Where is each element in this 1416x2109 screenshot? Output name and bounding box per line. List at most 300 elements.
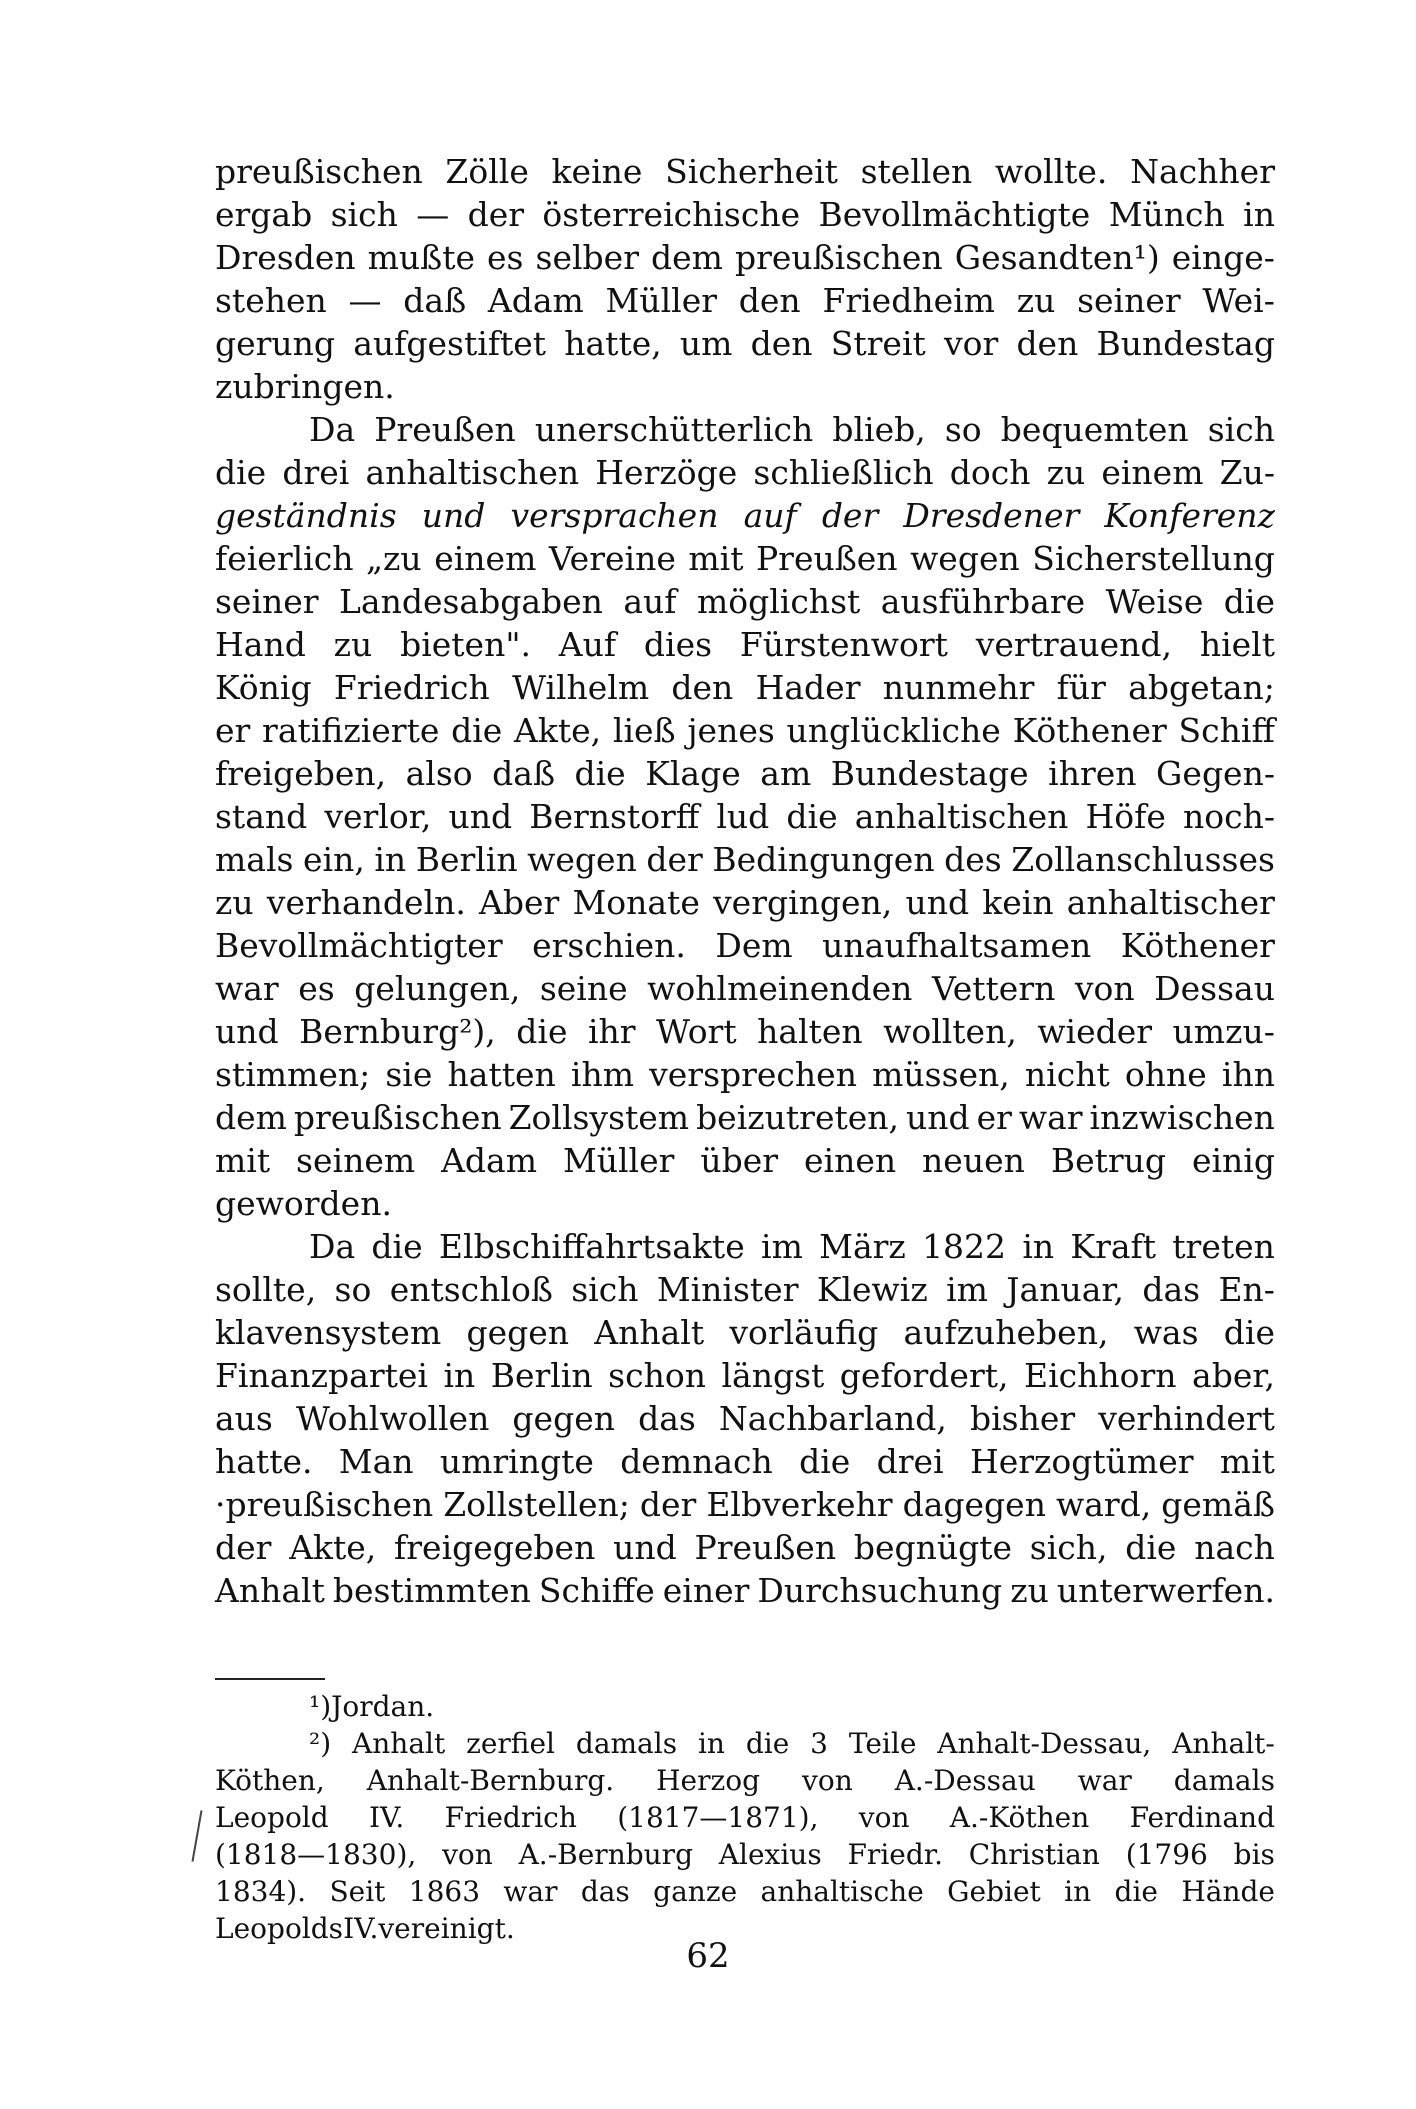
word: einen xyxy=(803,1141,897,1180)
word: Dresdener xyxy=(903,496,1080,535)
word: seinem xyxy=(296,1141,416,1180)
body-line xyxy=(215,1053,1275,1096)
word: im xyxy=(946,1270,988,1309)
body-line xyxy=(215,1397,1275,1440)
word: Eichhorn xyxy=(1023,1356,1177,1395)
word: ihr xyxy=(587,1012,636,1051)
word: die xyxy=(799,1442,851,1481)
word: Wei- xyxy=(1202,281,1275,320)
word: möglichst xyxy=(696,582,861,621)
word: En- xyxy=(1218,1270,1275,1309)
word: Preußen xyxy=(374,410,516,449)
word: klavensystem xyxy=(215,1313,442,1352)
body-line xyxy=(215,623,1275,666)
word: ergab xyxy=(215,195,313,234)
word: versprechen xyxy=(649,1055,857,1094)
word: auf xyxy=(743,496,797,535)
word: auf xyxy=(623,582,677,621)
word: gegen xyxy=(512,1399,615,1438)
margin-mark xyxy=(192,1810,203,1862)
word: Seit xyxy=(329,1875,386,1908)
word: die xyxy=(1114,1875,1158,1908)
word: Höfe xyxy=(1085,797,1166,836)
word: treten xyxy=(1172,1227,1275,1266)
word: Anhalt- xyxy=(1172,1727,1275,1760)
body-line xyxy=(215,150,1275,193)
word: damals xyxy=(1173,1764,1275,1797)
word: in xyxy=(443,1356,476,1395)
body-text xyxy=(215,150,1275,1612)
word: zu xyxy=(1010,1571,1049,1610)
word: Ferdinand xyxy=(1129,1801,1275,1834)
body-line xyxy=(215,1096,1275,1139)
body-line xyxy=(215,752,1275,795)
word: vergingen, xyxy=(713,883,893,922)
word: Elbverkehr xyxy=(706,1485,893,1524)
word: und xyxy=(215,1012,279,1051)
word: IV. xyxy=(368,1801,405,1834)
word: Schiff xyxy=(1178,711,1275,750)
word: Finanzpartei xyxy=(215,1356,428,1395)
word: ihn xyxy=(1221,1055,1275,1094)
word: in xyxy=(697,1727,725,1760)
word: (1818—1830), xyxy=(215,1838,417,1871)
word: und xyxy=(448,797,513,836)
body-line xyxy=(215,1311,1275,1354)
page-number: 62 xyxy=(686,1936,730,1976)
body-line xyxy=(215,1139,1275,1182)
word: aufgestiftet xyxy=(353,324,547,363)
body-line xyxy=(215,494,1275,537)
word: Gegen- xyxy=(1156,754,1275,793)
word: er xyxy=(976,1098,1012,1137)
word: Adam xyxy=(441,1141,538,1180)
word: das xyxy=(638,1399,696,1438)
word: bieten". xyxy=(400,625,531,664)
word: jenes xyxy=(687,711,775,750)
word: König xyxy=(215,668,312,707)
word: Anhalt xyxy=(215,1571,325,1610)
word: Bundestage xyxy=(830,754,1029,793)
word: Bundestag xyxy=(1096,324,1275,363)
word: es xyxy=(298,969,335,1008)
word: „zu xyxy=(365,539,422,578)
word: gerung xyxy=(215,324,336,363)
word: preußischen xyxy=(215,152,423,191)
word: Landesabgaben xyxy=(339,582,603,621)
word: preußischen xyxy=(293,1098,502,1137)
word: es xyxy=(487,238,524,277)
word: Jordan. xyxy=(331,1690,435,1723)
word: Durchsuchung xyxy=(757,1571,1003,1610)
word: einem xyxy=(1101,453,1204,492)
word: und xyxy=(905,1098,970,1137)
word: Zollanschlusses xyxy=(1011,840,1275,879)
word: ²) xyxy=(309,1727,332,1760)
word: so xyxy=(944,410,982,449)
word: noch- xyxy=(1182,797,1275,836)
word: Münch xyxy=(1108,195,1225,234)
word: damals xyxy=(575,1727,678,1760)
word: Friedrich xyxy=(333,668,490,707)
word: Kraft xyxy=(1070,1227,1156,1266)
word: ward, xyxy=(1055,1485,1152,1524)
word: aus xyxy=(215,1399,273,1438)
word: die xyxy=(574,754,626,793)
word: so xyxy=(334,1270,372,1309)
footnote-line xyxy=(215,1799,1275,1836)
word: die xyxy=(215,453,267,492)
body-line xyxy=(215,322,1275,365)
word: die xyxy=(1223,1313,1275,1352)
word: aber, xyxy=(1192,1356,1275,1395)
body-line xyxy=(215,967,1275,1010)
word: von xyxy=(858,1801,910,1834)
word: vertrauend, xyxy=(975,625,1173,664)
word: die xyxy=(1125,1528,1177,1567)
word: sich xyxy=(330,195,398,234)
word: die xyxy=(1223,582,1275,621)
word: wohlmeinenden xyxy=(647,969,913,1008)
word: unaufhaltsamen xyxy=(822,926,1092,965)
word: Sicherstellung xyxy=(1032,539,1275,578)
word: in xyxy=(1243,195,1275,234)
word: 1834). xyxy=(215,1875,307,1908)
word: ein, xyxy=(303,840,365,879)
word: inzwischen xyxy=(1089,1098,1275,1137)
body-line xyxy=(215,1569,1275,1612)
word: mit xyxy=(688,539,744,578)
word: und xyxy=(905,883,970,922)
word: doch xyxy=(949,453,1031,492)
word: zu xyxy=(333,625,373,664)
word: zerfiel xyxy=(466,1727,556,1760)
body-line xyxy=(215,1225,1275,1268)
word: preußischen xyxy=(734,238,943,277)
word: Zollstellen; xyxy=(443,1485,630,1524)
word: Bevollmächtigter xyxy=(215,926,503,965)
word: Hader xyxy=(755,668,861,707)
word: Preußen xyxy=(755,539,898,578)
word: entschloß xyxy=(389,1270,553,1309)
word: Klage xyxy=(645,754,741,793)
word: was xyxy=(1133,1313,1199,1352)
word: begnügte xyxy=(853,1528,1013,1567)
word: 3 xyxy=(810,1727,828,1760)
word: Akte, xyxy=(514,711,602,750)
word: wegen xyxy=(527,840,637,879)
word: das xyxy=(1142,1270,1201,1309)
word: geständnis xyxy=(215,496,397,535)
word: umringte xyxy=(439,1442,594,1481)
word: zu xyxy=(1046,453,1086,492)
word: vorläufig xyxy=(729,1313,879,1352)
word: zu xyxy=(215,367,254,406)
word: Nachbarland, xyxy=(718,1399,947,1438)
word: der xyxy=(639,1485,697,1524)
word: bisher xyxy=(969,1399,1076,1438)
word: gefordert, xyxy=(839,1356,1009,1395)
word: anhaltische xyxy=(760,1875,924,1908)
word: ¹) xyxy=(309,1690,332,1723)
word: stellen xyxy=(860,152,973,191)
word: Friedr. xyxy=(847,1838,943,1871)
word: ratifizierte xyxy=(262,711,440,750)
word: (1817—1871), xyxy=(617,1801,819,1834)
word: keine xyxy=(551,152,643,191)
footnotes xyxy=(215,1688,1275,1947)
word: ihren xyxy=(1048,754,1137,793)
word: in xyxy=(1022,1227,1055,1266)
word: A.-Dessau xyxy=(894,1764,1036,1797)
word: 1863 xyxy=(408,1875,481,1908)
word: Vettern xyxy=(931,969,1056,1008)
word: Da xyxy=(309,410,356,449)
word: Gebiet xyxy=(947,1875,1041,1908)
word: bestimmten xyxy=(332,1571,531,1610)
word: Berlin xyxy=(415,840,518,879)
word: dem xyxy=(215,1098,287,1137)
word: die xyxy=(516,1012,568,1051)
word: im xyxy=(761,1227,803,1266)
word: daß xyxy=(492,754,555,793)
word: Auf xyxy=(558,625,617,664)
word: versprachen xyxy=(510,496,719,535)
word: vereinigt. xyxy=(378,1912,515,1945)
word: die xyxy=(786,797,838,836)
word: wollten, xyxy=(883,1012,1017,1051)
word: umzu- xyxy=(1172,1012,1275,1051)
word: sie xyxy=(385,1055,433,1094)
body-line xyxy=(215,709,1275,752)
footnote-line xyxy=(215,1836,1275,1873)
word: in xyxy=(1064,1875,1092,1908)
body-line xyxy=(215,1440,1275,1483)
word: das xyxy=(580,1875,630,1908)
word: drei xyxy=(282,453,350,492)
word: des xyxy=(944,840,1002,879)
word: einer xyxy=(662,1571,750,1610)
word: vor xyxy=(943,324,999,363)
word: für xyxy=(1056,668,1106,707)
word: — xyxy=(348,281,382,320)
word: Fürstenwort xyxy=(739,625,948,664)
word: zu xyxy=(215,883,254,922)
word: Bedingungen xyxy=(712,840,935,879)
word: Wort xyxy=(656,1012,737,1051)
word: Dem xyxy=(715,926,793,965)
word: (1796 xyxy=(1125,1838,1208,1871)
word: beizutreten, xyxy=(696,1098,900,1137)
word: Januar, xyxy=(1006,1270,1125,1309)
word: anhaltischer xyxy=(1066,883,1275,922)
word: sich xyxy=(1207,410,1275,449)
word: mußte xyxy=(367,238,476,277)
word: lud xyxy=(716,797,770,836)
word: Anhalt xyxy=(594,1313,705,1352)
word: am xyxy=(760,754,812,793)
word: nicht xyxy=(1024,1055,1110,1094)
word: Betrug xyxy=(1050,1141,1167,1180)
word: wollte. xyxy=(994,152,1108,191)
word: müssen, xyxy=(872,1055,1010,1094)
body-line xyxy=(215,408,1275,451)
word: dem xyxy=(650,238,723,277)
word: Bevollmächtigte xyxy=(818,195,1091,234)
word: hielt xyxy=(1199,625,1275,664)
word: Dessau xyxy=(1154,969,1275,1008)
word: demnach xyxy=(620,1442,773,1481)
word: abgetan; xyxy=(1128,668,1275,707)
word: unglückliche xyxy=(786,711,1001,750)
word: über xyxy=(700,1141,779,1180)
body-line xyxy=(215,193,1275,236)
word: und xyxy=(421,496,486,535)
word: einig xyxy=(1191,1141,1275,1180)
word: Köthener xyxy=(1012,711,1167,750)
word: Hand xyxy=(215,625,306,664)
word: März xyxy=(819,1227,906,1266)
word: Zu- xyxy=(1219,453,1275,492)
word: Wohlwollen xyxy=(295,1399,490,1438)
word: erschien. xyxy=(532,926,686,965)
word: seiner xyxy=(215,582,319,621)
word: bringen. xyxy=(253,367,395,406)
word: der xyxy=(215,1528,272,1567)
word: hatten xyxy=(447,1055,556,1094)
word: blieb, xyxy=(832,410,926,449)
word: Minister xyxy=(656,1270,799,1309)
word: mals xyxy=(215,840,294,879)
word: ohne xyxy=(1124,1055,1207,1094)
footnote-line xyxy=(215,1762,1275,1799)
word: Elbschiffahrtsakte xyxy=(438,1227,745,1266)
word: den xyxy=(671,668,734,707)
word: anhaltischen xyxy=(365,453,580,492)
word: freigeben, xyxy=(215,754,387,793)
word: Friedrich xyxy=(444,1801,577,1834)
body-line xyxy=(215,279,1275,322)
body-line xyxy=(215,1182,1275,1225)
word: sich xyxy=(571,1270,639,1309)
body-line xyxy=(215,365,1275,408)
word: geworden. xyxy=(215,1184,392,1223)
word: mit xyxy=(1219,1442,1275,1481)
word: die xyxy=(745,1727,790,1760)
word: um xyxy=(679,324,733,363)
word: Friedheim xyxy=(822,281,995,320)
word: nunmehr xyxy=(882,668,1035,707)
word: also xyxy=(405,754,473,793)
word: Da xyxy=(309,1227,356,1266)
word: ·preußischen xyxy=(215,1485,434,1524)
word: freigegeben xyxy=(394,1528,596,1567)
word: ließ xyxy=(612,711,676,750)
word: A.-Bernburg xyxy=(518,1838,693,1871)
body-line xyxy=(215,1526,1275,1569)
body-line xyxy=(215,580,1275,623)
word: Adam xyxy=(487,281,584,320)
word: stimmen; xyxy=(215,1055,371,1094)
word: Müller xyxy=(562,1141,675,1180)
word: selber xyxy=(535,238,639,277)
word: dies xyxy=(643,625,713,664)
word: dagegen xyxy=(902,1485,1046,1524)
word: war xyxy=(1077,1764,1132,1797)
word: bequemten xyxy=(1000,410,1189,449)
word: Hände xyxy=(1181,1875,1275,1908)
word: Vereine xyxy=(548,539,676,578)
word: hatte. xyxy=(215,1442,313,1481)
body-line xyxy=(215,537,1275,580)
word: den xyxy=(1016,324,1079,363)
word: nach xyxy=(1194,1528,1275,1567)
word: zu xyxy=(1016,281,1056,320)
word: bis xyxy=(1233,1838,1275,1871)
word: Bernstorff xyxy=(529,797,700,836)
word: Anhalt xyxy=(352,1727,446,1760)
word: Berlin xyxy=(490,1356,593,1395)
word: gelungen, xyxy=(354,969,521,1008)
word: war xyxy=(215,969,279,1008)
word: Streit xyxy=(830,324,926,363)
body-line xyxy=(215,236,1275,279)
word: neuen xyxy=(922,1141,1025,1180)
word: längst xyxy=(721,1356,825,1395)
body-line xyxy=(215,838,1275,881)
word: 1822 xyxy=(922,1227,1007,1266)
word: er xyxy=(215,711,251,750)
word: Herzogtümer xyxy=(969,1442,1194,1481)
word: der xyxy=(821,496,879,535)
body-line xyxy=(215,924,1275,967)
word: war xyxy=(1018,1098,1083,1137)
word: gemäß xyxy=(1161,1485,1275,1524)
word: gegen xyxy=(466,1313,570,1352)
word: seine xyxy=(539,969,628,1008)
word: von xyxy=(442,1838,493,1871)
footnote-divider xyxy=(215,1678,325,1680)
word: einge- xyxy=(1171,238,1275,277)
word: in xyxy=(374,840,407,879)
word: Köthen, xyxy=(215,1764,325,1797)
word: IV. xyxy=(343,1912,379,1945)
word: wieder xyxy=(1037,1012,1153,1051)
word: Leopolds xyxy=(215,1912,344,1945)
word: schon xyxy=(608,1356,706,1395)
word: verhandeln. xyxy=(266,883,466,922)
word: Wilhelm xyxy=(512,668,650,707)
word: unerschütterlich xyxy=(534,410,814,449)
word: Man xyxy=(338,1442,414,1481)
word: mit xyxy=(215,1141,271,1180)
footnote-line xyxy=(215,1688,1275,1725)
word: Sicherheit xyxy=(665,152,838,191)
word: aufzuheben, xyxy=(903,1313,1109,1352)
word: verhindert xyxy=(1098,1399,1275,1438)
word: der xyxy=(646,840,703,879)
word: Köthener xyxy=(1120,926,1275,965)
word: Teile xyxy=(848,1727,917,1760)
body-line xyxy=(215,666,1275,709)
word: sich, xyxy=(1029,1528,1108,1567)
word: Aber xyxy=(479,883,560,922)
word: verlor, xyxy=(324,797,432,836)
word: Nachher xyxy=(1130,152,1275,191)
word: Christian xyxy=(968,1838,1100,1871)
word: Schiffe xyxy=(538,1571,655,1610)
word: Klewiz xyxy=(816,1270,928,1309)
